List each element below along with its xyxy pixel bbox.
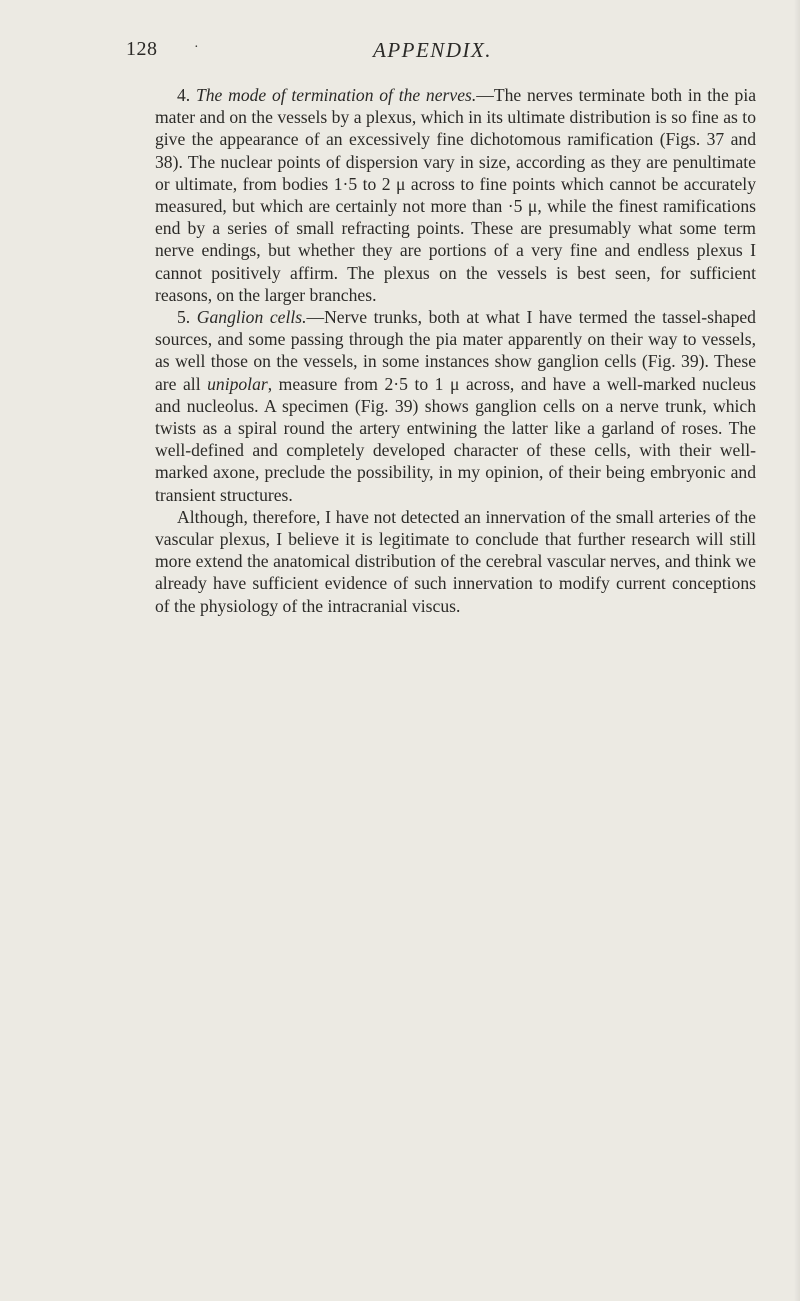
paragraph-nerve-termination xyxy=(155,84,756,306)
running-head xyxy=(126,38,746,68)
section-heading: The mode of termination of the nerves. xyxy=(195,85,477,105)
section-heading: Ganglion cells. xyxy=(196,307,307,328)
running-title: APPENDIX. xyxy=(373,38,493,62)
header-bullet: · xyxy=(194,40,199,55)
section-number: 4. xyxy=(177,85,191,105)
paragraph-text: , measure from 2·5 to 1 μ across, and have a well-marked nucleus and nucleolus. A specimen (Fig. 39) shows ganglion cells on a nerve trunk, which twists as a spiral round the artery entwining the latter like a garland of roses. The well-defined and completely developed character of these cells, with their well-marked axone, preclude the possibility, in my opinion, of their being embryonic and transient structures. xyxy=(155,373,756,505)
paragraph-conclusion xyxy=(155,506,756,617)
paragraph-text: —Nerve trunks, both at what I have termed the tassel-shaped sources, and some passing through the pia mater apparently on their way to vessels, as well those on the vessels, in some instances show ganglion cells (Fig. 39). These are all xyxy=(155,307,756,394)
emphasis-term: unipolar xyxy=(207,373,268,394)
body-text xyxy=(155,84,756,617)
paragraph-text: Although, therefore, I have not detected an innervation of the small arteries of the vascular plexus, I believe it is legitimate to conclude that further research will still more extend the anatomical distribution of the cerebral vascular nerves, and think we already have sufficient evidence of such innervation to modify current conceptions of the physiology of the intracranial viscus. xyxy=(155,506,756,616)
page-number: 128 xyxy=(126,38,158,60)
paragraph-ganglion-cells xyxy=(155,306,756,506)
paragraph-text: —The nerves terminate both in the pia mater and on the vessels by a plexus, which in its ultimate distribution is so fine as to give the appearance of an excessively fine dichotomous ramification (Figs. 37 and 38). The nuclear points of dispersion vary in size, according as they are penultimate or ultimate, from bodies 1·5 to 2 μ across to fine points which cannot be accurately measured, but which are certainly not more than ·5 μ, while the finest ramifications end by a series of small refracting points. These are presumably what some term nerve endings, but whether they are portions of a very fine and endless plexus I cannot positively affirm. The plexus on the vessels is best seen, for sufficient reasons, on the larger branches. xyxy=(155,85,757,305)
page-edge-shadow xyxy=(794,0,800,1301)
section-number: 5. xyxy=(177,307,191,328)
